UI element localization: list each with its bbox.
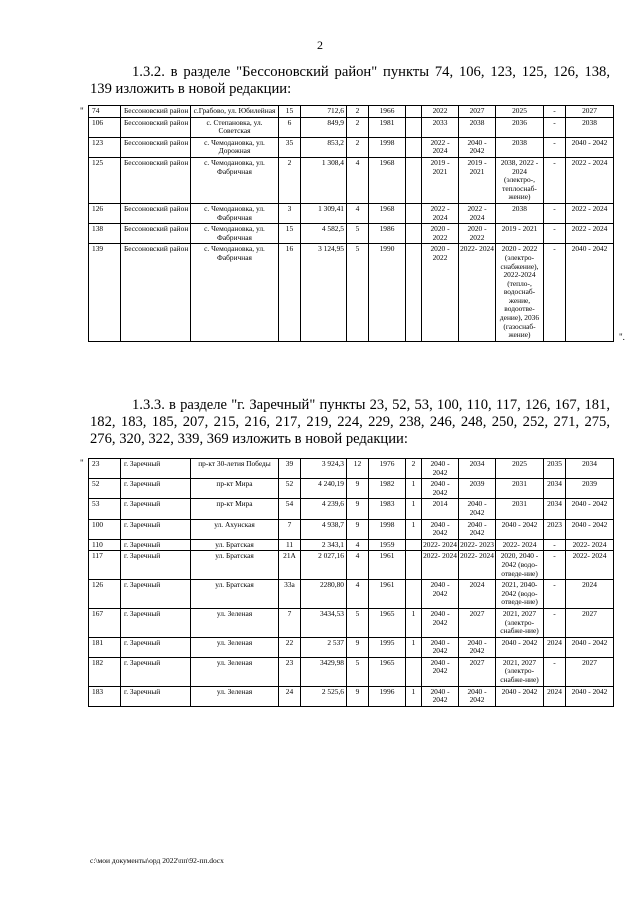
area-cell: 1 309,41	[301, 203, 347, 223]
roof-repair-cell: 2040 - 2042	[422, 608, 459, 637]
house-number-cell: 2	[279, 157, 301, 203]
item-number-cell: 53	[89, 499, 121, 519]
district-cell: г. Заречный	[121, 479, 191, 499]
facade-repair-cell: 2034	[459, 459, 496, 479]
district-cell: г. Заречный	[121, 499, 191, 519]
address-cell: пр-кт Мира	[191, 499, 279, 519]
roof-repair-cell: 2022	[422, 106, 459, 118]
utilities-repair-cell: 2040 - 2042	[496, 686, 544, 706]
floors-cell: 2	[347, 117, 369, 137]
floors-cell: 9	[347, 519, 369, 539]
house-number-cell: 54	[279, 499, 301, 519]
floors-cell: 9	[347, 479, 369, 499]
address-cell: с. Степановка, ул. Советская	[191, 117, 279, 137]
floors-cell: 4	[347, 203, 369, 223]
house-number-cell: 33а	[279, 580, 301, 609]
district-cell: Бессоновский район	[121, 106, 191, 118]
year-cell: 1998	[369, 519, 406, 539]
bessonovsky-row	[89, 106, 614, 118]
roof-repair-cell: 2040 - 2042	[422, 637, 459, 657]
basement-repair-cell: 2040 - 2042	[566, 686, 614, 706]
facade-repair-cell: 2024	[459, 580, 496, 609]
utilities-repair-cell: 2038	[496, 203, 544, 223]
entrances-cell: 1	[406, 637, 422, 657]
floors-cell: 5	[347, 657, 369, 686]
year-cell: 1998	[369, 137, 406, 157]
area-cell: 2 537	[301, 637, 347, 657]
facade-repair-cell: 2027	[459, 657, 496, 686]
facade-repair-cell: 2022- 2023	[459, 539, 496, 551]
year-cell: 1968	[369, 157, 406, 203]
bessonovsky-row	[89, 244, 614, 342]
facade-repair-cell: 2040 - 2042	[459, 686, 496, 706]
bessonovsky-row	[89, 117, 614, 137]
basement-repair-cell: 2034	[566, 459, 614, 479]
district-cell: г. Заречный	[121, 459, 191, 479]
facade-repair-cell: 2020 - 2022	[459, 224, 496, 244]
floors-cell: 9	[347, 686, 369, 706]
elevator-repair-cell: -	[544, 137, 566, 157]
item-number-cell: 183	[89, 686, 121, 706]
basement-repair-cell: 2022- 2024	[566, 551, 614, 580]
year-cell: 1959	[369, 539, 406, 551]
basement-repair-cell: 2022 - 2024	[566, 157, 614, 203]
utilities-repair-cell: 2019 - 2021	[496, 224, 544, 244]
roof-repair-cell: 2040 - 2042	[422, 459, 459, 479]
floors-cell: 2	[347, 137, 369, 157]
entrances-cell	[406, 203, 422, 223]
house-number-cell: 15	[279, 224, 301, 244]
roof-repair-cell: 2040 - 2042	[422, 479, 459, 499]
utilities-repair-cell: 2031	[496, 499, 544, 519]
item-number-cell: 117	[89, 551, 121, 580]
facade-repair-cell: 2040 - 2042	[459, 137, 496, 157]
district-cell: г. Заречный	[121, 519, 191, 539]
roof-repair-cell: 2014	[422, 499, 459, 519]
facade-repair-cell: 2022- 2024	[459, 551, 496, 580]
utilities-repair-cell: 2022- 2024	[496, 539, 544, 551]
zarechny-row	[89, 637, 614, 657]
basement-repair-cell: 2027	[566, 657, 614, 686]
entrances-cell	[406, 580, 422, 609]
roof-repair-cell: 2040 - 2042	[422, 580, 459, 609]
area-cell: 3 124,95	[301, 244, 347, 342]
file-path-footer: c:\мои документы\орд 2022\пп\92-пп.docx	[90, 856, 224, 865]
facade-repair-cell: 2040 - 2042	[459, 637, 496, 657]
floors-cell: 9	[347, 499, 369, 519]
elevator-repair-cell: 2023	[544, 519, 566, 539]
entrances-cell: 1	[406, 479, 422, 499]
house-number-cell: 7	[279, 608, 301, 637]
district-cell: г. Заречный	[121, 657, 191, 686]
area-cell: 853,2	[301, 137, 347, 157]
area-cell: 3429,98	[301, 657, 347, 686]
elevator-repair-cell: -	[544, 657, 566, 686]
facade-repair-cell: 2038	[459, 117, 496, 137]
floors-cell: 4	[347, 580, 369, 609]
district-cell: Бессоновский район	[121, 203, 191, 223]
year-cell: 1966	[369, 106, 406, 118]
floors-cell: 9	[347, 637, 369, 657]
section-heading-zarechny: 1.3.3. в разделе "г. Заречный" пункты 23, 52, 53, 100, 110, 117, 126, 167, 181, 182, 183, 185, 207, 215, 216, 217, 219, 224, 229, 238, 246, 248, 250, 252, 271, 275, 276, 320, 322, 339, 369 изложить в новой редакции:	[90, 397, 610, 447]
district-cell: г. Заречный	[121, 686, 191, 706]
house-number-cell: 35	[279, 137, 301, 157]
utilities-repair-cell: 2031	[496, 479, 544, 499]
house-number-cell: 24	[279, 686, 301, 706]
area-cell: 4 938,7	[301, 519, 347, 539]
roof-repair-cell: 2040 - 2042	[422, 657, 459, 686]
roof-repair-cell: 2022 - 2024	[422, 137, 459, 157]
area-cell: 3 924,3	[301, 459, 347, 479]
basement-repair-cell: 2022 - 2024	[566, 224, 614, 244]
roof-repair-cell: 2020 - 2022	[422, 224, 459, 244]
basement-repair-cell: 2022- 2024	[566, 539, 614, 551]
item-number-cell: 167	[89, 608, 121, 637]
basement-repair-cell: 2022 - 2024	[566, 203, 614, 223]
entrances-cell: 1	[406, 686, 422, 706]
elevator-repair-cell: -	[544, 608, 566, 637]
basement-repair-cell: 2038	[566, 117, 614, 137]
address-cell: пр-кт Мира	[191, 479, 279, 499]
facade-repair-cell: 2027	[459, 106, 496, 118]
table-close-quote: ".	[619, 332, 625, 342]
zarechny-row	[89, 519, 614, 539]
elevator-repair-cell: -	[544, 224, 566, 244]
elevator-repair-cell: 2034	[544, 499, 566, 519]
basement-repair-cell: 2040 - 2042	[566, 499, 614, 519]
house-number-cell: 6	[279, 117, 301, 137]
house-number-cell: 11	[279, 539, 301, 551]
item-number-cell: 126	[89, 580, 121, 609]
year-cell: 1961	[369, 580, 406, 609]
basement-repair-cell: 2040 - 2042	[566, 137, 614, 157]
zarechny-row	[89, 499, 614, 519]
item-number-cell: 74	[89, 106, 121, 118]
district-cell: Бессоновский район	[121, 224, 191, 244]
entrances-cell	[406, 117, 422, 137]
utilities-repair-cell: 2025	[496, 459, 544, 479]
entrances-cell	[406, 106, 422, 118]
year-cell: 1965	[369, 608, 406, 637]
bessonovsky-row	[89, 157, 614, 203]
roof-repair-cell: 2040 - 2042	[422, 686, 459, 706]
basement-repair-cell: 2040 - 2042	[566, 244, 614, 342]
area-cell: 1 308,4	[301, 157, 347, 203]
entrances-cell: 1	[406, 608, 422, 637]
district-cell: г. Заречный	[121, 608, 191, 637]
entrances-cell	[406, 657, 422, 686]
elevator-repair-cell: -	[544, 203, 566, 223]
address-cell: ул. Братская	[191, 580, 279, 609]
utilities-repair-cell: 2025	[496, 106, 544, 118]
roof-repair-cell: 2040 - 2042	[422, 519, 459, 539]
house-number-cell: 15	[279, 106, 301, 118]
address-cell: с. Чемодановка, ул. Фабричная	[191, 157, 279, 203]
roof-repair-cell: 2022- 2024	[422, 551, 459, 580]
floors-cell: 5	[347, 224, 369, 244]
area-cell: 712,6	[301, 106, 347, 118]
elevator-repair-cell: -	[544, 244, 566, 342]
basement-repair-cell: 2027	[566, 106, 614, 118]
page-number: 2	[317, 38, 323, 52]
year-cell: 1981	[369, 117, 406, 137]
item-number-cell: 138	[89, 224, 121, 244]
address-cell: ул. Ахунская	[191, 519, 279, 539]
basement-repair-cell: 2040 - 2042	[566, 519, 614, 539]
utilities-repair-cell: 2040 - 2042	[496, 519, 544, 539]
floors-cell: 4	[347, 157, 369, 203]
house-number-cell: 22	[279, 637, 301, 657]
basement-repair-cell: 2040 - 2042	[566, 637, 614, 657]
address-cell: пр-кт 30-летия Победы	[191, 459, 279, 479]
elevator-repair-cell: -	[544, 106, 566, 118]
utilities-repair-cell: 2021, 2027 (электро-снабже-ние)	[496, 657, 544, 686]
basement-repair-cell: 2039	[566, 479, 614, 499]
elevator-repair-cell: -	[544, 117, 566, 137]
area-cell: 2280,80	[301, 580, 347, 609]
basement-repair-cell: 2024	[566, 580, 614, 609]
item-number-cell: 139	[89, 244, 121, 342]
item-number-cell: 125	[89, 157, 121, 203]
facade-repair-cell: 2022 - 2024	[459, 203, 496, 223]
area-cell: 2 027,16	[301, 551, 347, 580]
year-cell: 1990	[369, 244, 406, 342]
zarechny-row	[89, 608, 614, 637]
district-cell: Бессоновский район	[121, 244, 191, 342]
year-cell: 1996	[369, 686, 406, 706]
roof-repair-cell: 2022- 2024	[422, 539, 459, 551]
year-cell: 1968	[369, 203, 406, 223]
bessonovsky-row	[89, 203, 614, 223]
bessonovsky-row	[89, 224, 614, 244]
floors-cell: 4	[347, 539, 369, 551]
utilities-repair-cell: 2020 - 2022 (электро-снабжение), 2022-2024 (тепло-, водоснаб-жение, водоотве-дение), 2036 (газоснаб-жение)	[496, 244, 544, 342]
entrances-cell: 1	[406, 499, 422, 519]
zarechny-row	[89, 686, 614, 706]
elevator-repair-cell: -	[544, 157, 566, 203]
floors-cell: 2	[347, 106, 369, 118]
elevator-repair-cell: 2024	[544, 637, 566, 657]
address-cell: с. Чемодановка, ул. Фабричная	[191, 244, 279, 342]
house-number-cell: 21А	[279, 551, 301, 580]
address-cell: ул. Братская	[191, 539, 279, 551]
zarechny-row	[89, 479, 614, 499]
bessonovsky-row	[89, 137, 614, 157]
entrances-cell: 1	[406, 519, 422, 539]
area-cell: 2 343,1	[301, 539, 347, 551]
year-cell: 1976	[369, 459, 406, 479]
item-number-cell: 23	[89, 459, 121, 479]
basement-repair-cell: 2027	[566, 608, 614, 637]
facade-repair-cell: 2039	[459, 479, 496, 499]
house-number-cell: 52	[279, 479, 301, 499]
area-cell: 2 525,6	[301, 686, 347, 706]
district-cell: Бессоновский район	[121, 137, 191, 157]
elevator-repair-cell: -	[544, 580, 566, 609]
address-cell: с. Чемодановка, ул. Фабричная	[191, 224, 279, 244]
zarechny-row	[89, 580, 614, 609]
elevator-repair-cell: -	[544, 551, 566, 580]
table-open-quote-2: "	[80, 458, 84, 468]
item-number-cell: 110	[89, 539, 121, 551]
address-cell: ул. Зеленая	[191, 637, 279, 657]
area-cell: 849,9	[301, 117, 347, 137]
item-number-cell: 182	[89, 657, 121, 686]
district-cell: Бессоновский район	[121, 117, 191, 137]
entrances-cell	[406, 551, 422, 580]
district-cell: г. Заречный	[121, 539, 191, 551]
area-cell: 3434,53	[301, 608, 347, 637]
house-number-cell: 7	[279, 519, 301, 539]
utilities-repair-cell: 2038, 2022 - 2024 (электро-, теплоснаб-жение)	[496, 157, 544, 203]
district-cell: Бессоновский район	[121, 157, 191, 203]
facade-repair-cell: 2027	[459, 608, 496, 637]
district-cell: г. Заречный	[121, 551, 191, 580]
roof-repair-cell: 2022 - 2024	[422, 203, 459, 223]
year-cell: 1983	[369, 499, 406, 519]
zarechny-table	[88, 458, 614, 707]
year-cell: 1961	[369, 551, 406, 580]
address-cell: с. Чемодановка, ул. Фабричная	[191, 203, 279, 223]
house-number-cell: 23	[279, 657, 301, 686]
district-cell: г. Заречный	[121, 637, 191, 657]
bessonovsky-table	[88, 105, 614, 342]
item-number-cell: 106	[89, 117, 121, 137]
utilities-repair-cell: 2040 - 2042	[496, 637, 544, 657]
elevator-repair-cell: 2034	[544, 479, 566, 499]
district-cell: г. Заречный	[121, 580, 191, 609]
facade-repair-cell: 2040 - 2042	[459, 519, 496, 539]
entrances-cell	[406, 137, 422, 157]
section-heading-bessonovsky: 1.3.2. в разделе "Бессоновский район" пункты 74, 106, 123, 125, 126, 138, 139 изложить в новой редакции:	[90, 64, 610, 97]
elevator-repair-cell: 2024	[544, 686, 566, 706]
zarechny-row	[89, 551, 614, 580]
table-open-quote: "	[80, 106, 84, 116]
entrances-cell: 2	[406, 459, 422, 479]
address-cell: с. Чемодановка, ул. Дорожная	[191, 137, 279, 157]
area-cell: 4 582,5	[301, 224, 347, 244]
roof-repair-cell: 2019 - 2021	[422, 157, 459, 203]
item-number-cell: 52	[89, 479, 121, 499]
year-cell: 1982	[369, 479, 406, 499]
facade-repair-cell: 2040 - 2042	[459, 499, 496, 519]
utilities-repair-cell: 2020, 2040 - 2042 (водо-отведе-ние)	[496, 551, 544, 580]
utilities-repair-cell: 2036	[496, 117, 544, 137]
area-cell: 4 239,6	[301, 499, 347, 519]
utilities-repair-cell: 2021, 2040- 2042 (водо-отведе-ние)	[496, 580, 544, 609]
floors-cell: 5	[347, 244, 369, 342]
area-cell: 4 240,19	[301, 479, 347, 499]
address-cell: с.Грабово, ул. Юбилейная	[191, 106, 279, 118]
floors-cell: 4	[347, 551, 369, 580]
address-cell: ул. Зеленая	[191, 686, 279, 706]
address-cell: ул. Братская	[191, 551, 279, 580]
year-cell: 1995	[369, 637, 406, 657]
house-number-cell: 3	[279, 203, 301, 223]
entrances-cell	[406, 224, 422, 244]
year-cell: 1986	[369, 224, 406, 244]
floors-cell: 5	[347, 608, 369, 637]
entrances-cell	[406, 157, 422, 203]
elevator-repair-cell: -	[544, 539, 566, 551]
zarechny-row	[89, 459, 614, 479]
entrances-cell	[406, 244, 422, 342]
facade-repair-cell: 2019 - 2021	[459, 157, 496, 203]
zarechny-row	[89, 657, 614, 686]
item-number-cell: 181	[89, 637, 121, 657]
address-cell: ул. Зеленая	[191, 657, 279, 686]
house-number-cell: 39	[279, 459, 301, 479]
year-cell: 1965	[369, 657, 406, 686]
roof-repair-cell: 2020 - 2022	[422, 244, 459, 342]
utilities-repair-cell: 2021, 2027 (электро-снабже-ние)	[496, 608, 544, 637]
floors-cell: 12	[347, 459, 369, 479]
item-number-cell: 123	[89, 137, 121, 157]
address-cell: ул. Зеленая	[191, 608, 279, 637]
zarechny-row	[89, 539, 614, 551]
house-number-cell: 16	[279, 244, 301, 342]
entrances-cell	[406, 539, 422, 551]
roof-repair-cell: 2033	[422, 117, 459, 137]
item-number-cell: 100	[89, 519, 121, 539]
utilities-repair-cell: 2038	[496, 137, 544, 157]
facade-repair-cell: 2022- 2024	[459, 244, 496, 342]
elevator-repair-cell: 2035	[544, 459, 566, 479]
item-number-cell: 126	[89, 203, 121, 223]
